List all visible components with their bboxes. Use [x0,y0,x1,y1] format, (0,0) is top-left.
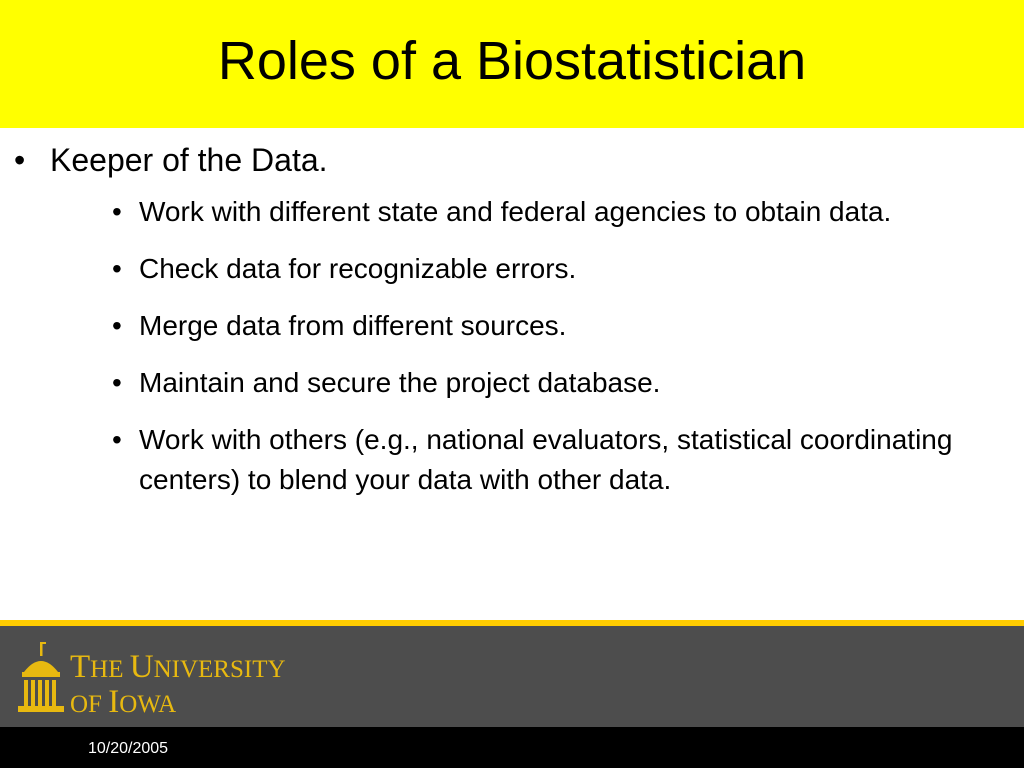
slide-content [0,128,1024,620]
sub-bullet-text: Merge data from different sources. [139,310,567,341]
sub-bullet [112,192,992,232]
sub-bullet [112,306,992,346]
sub-bullet [112,420,992,500]
sub-bullet [112,363,992,403]
logo-line-2: OF IOWA [70,684,177,720]
bullet-icon: • [112,310,122,341]
bullet-icon: • [112,367,122,398]
bullet-icon: • [112,424,122,455]
university-logo [14,640,314,720]
old-capitol-dome-icon [18,642,64,712]
title-bar [0,0,1024,128]
sub-bullet-list [112,192,992,517]
sub-bullet [112,249,992,289]
bullet-icon: • [112,196,122,227]
sub-bullet-text: Maintain and secure the project database. [139,367,661,398]
logo-line-1: THE UNIVERSITY [70,649,286,685]
main-bullet [14,140,328,180]
sub-bullet-text: Work with different state and federal agencies to obtain data. [139,196,892,227]
main-bullet-text: Keeper of the Data. [50,142,328,178]
footer-date-band [0,727,1024,768]
bullet-icon: • [112,253,122,284]
bullet-icon: • [14,142,26,178]
slide-title: Roles of a Biostatistician [217,31,807,91]
footer-logo-band [0,626,1024,727]
footer [0,620,1024,768]
sub-bullet-text: Work with others (e.g., national evaluators, statistical coordinating centers) to blend your data with other data. [139,424,953,495]
sub-bullet-text: Check data for recognizable errors. [139,253,577,284]
slide-date: 10/20/2005 [88,740,169,757]
